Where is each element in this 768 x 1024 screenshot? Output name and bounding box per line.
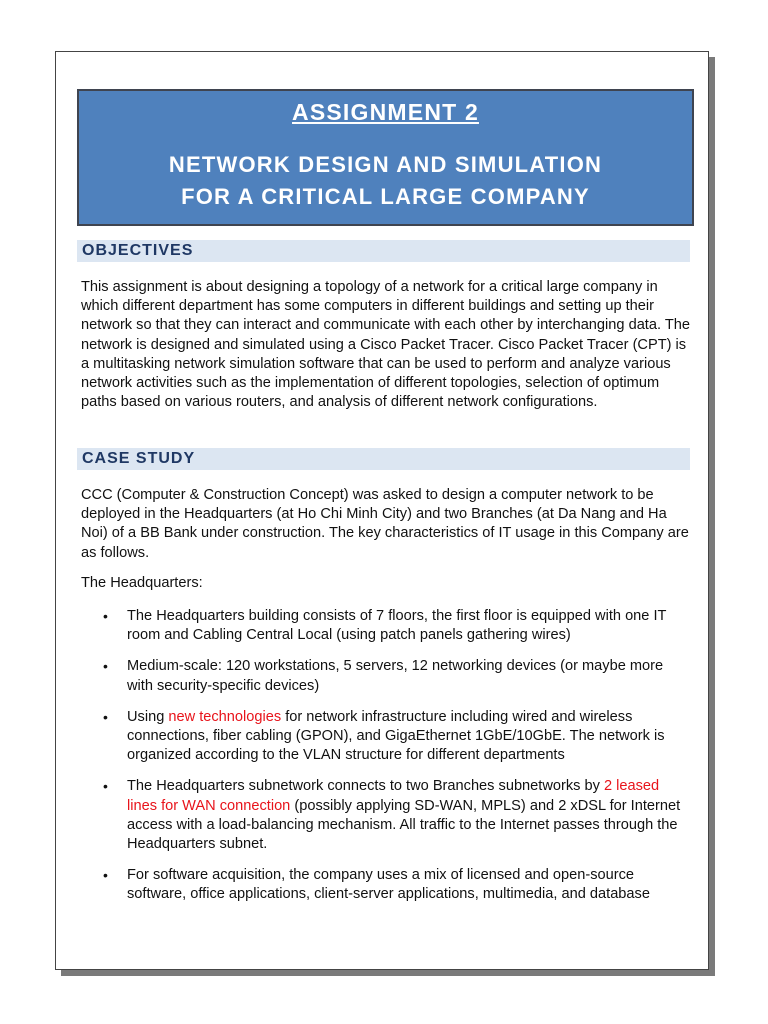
list-item bbox=[81, 607, 691, 645]
assignment-title: ASSIGNMENT 2 bbox=[292, 99, 479, 125]
bullet-text: For software acquisition, the company uses a mix of licensed and open-source software, office applications, client-server applications, multimedia, and database bbox=[127, 867, 650, 903]
objectives-paragraph: This assignment is about designing a topology of a network for a critical large company in which different department has some computers in different buildings and setting up their network so that they can interact and communicate with each other by interchanging data. The network is designed and simulated using a Cisco Packet Tracer. Cisco Packet Tracer (CPT) is a multitasking network simulation software that can be used to perform and analyze various network activities such as the implementation of different topologies, selection of optimum paths based on various routers, and analysis of different network configurations. bbox=[81, 279, 690, 411]
bullet-text-prefix: Using bbox=[127, 708, 169, 725]
bullet-text-prefix: The Headquarters subnetwork connects to two Branches subnetworks by bbox=[127, 778, 604, 795]
list-item bbox=[81, 777, 691, 854]
highlight-new-technologies: new technologies bbox=[168, 708, 282, 725]
headquarters-bullet-list bbox=[81, 607, 691, 917]
bullet-text: Medium-scale: 120 workstations, 5 servers, 12 networking devices (or maybe more with security-specific devices) bbox=[127, 658, 664, 694]
assignment-subtitle bbox=[79, 149, 692, 213]
subtitle-line-1: NETWORK DESIGN AND SIMULATION bbox=[168, 152, 603, 177]
bullet-icon: • bbox=[103, 708, 108, 725]
bullet-text-suffix: for network infrastructure including wired and wireless connections, fiber cabling (GPON), and GigaEthernet 1GbE/10GbE. The network is organized according to the VLAN structure for different departments bbox=[127, 708, 665, 764]
headquarters-label: The Headquarters: bbox=[81, 575, 203, 591]
list-item bbox=[81, 866, 691, 904]
subtitle-line-2: FOR A CRITICAL LARGE COMPANY bbox=[181, 184, 590, 209]
bullet-icon: • bbox=[103, 867, 108, 884]
highlight-leased-lines: 2 leased lines for WAN connection bbox=[127, 778, 660, 814]
objectives-heading: OBJECTIVES bbox=[77, 240, 690, 262]
bullet-icon: • bbox=[103, 778, 108, 795]
case-study-intro: CCC (Computer & Construction Concept) was asked to design a computer network to be deployed in the Headquarters (at Ho Chi Minh City) and two Branches (at Da Nang and Ha Noi) of a BB Bank under construction. The key characteristics of IT usage in this Company are as follows. bbox=[81, 487, 689, 561]
bullet-icon: • bbox=[103, 658, 108, 675]
list-item bbox=[81, 657, 691, 695]
bullet-text-suffix: (possibly applying SD-WAN, MPLS) and 2 xDSL for Internet access with a load-balancing mechanism. All traffic to the Internet passes through the Headquarters subnet. bbox=[127, 797, 681, 853]
document-page bbox=[55, 51, 709, 970]
title-banner bbox=[77, 89, 694, 226]
bullet-text: The Headquarters building consists of 7 floors, the first floor is equipped with one IT room and Cabling Central Local (using patch panels gathering wires) bbox=[127, 608, 667, 644]
list-item bbox=[81, 708, 691, 766]
bullet-icon: • bbox=[103, 608, 108, 624]
case-study-heading: CASE STUDY bbox=[77, 448, 690, 470]
